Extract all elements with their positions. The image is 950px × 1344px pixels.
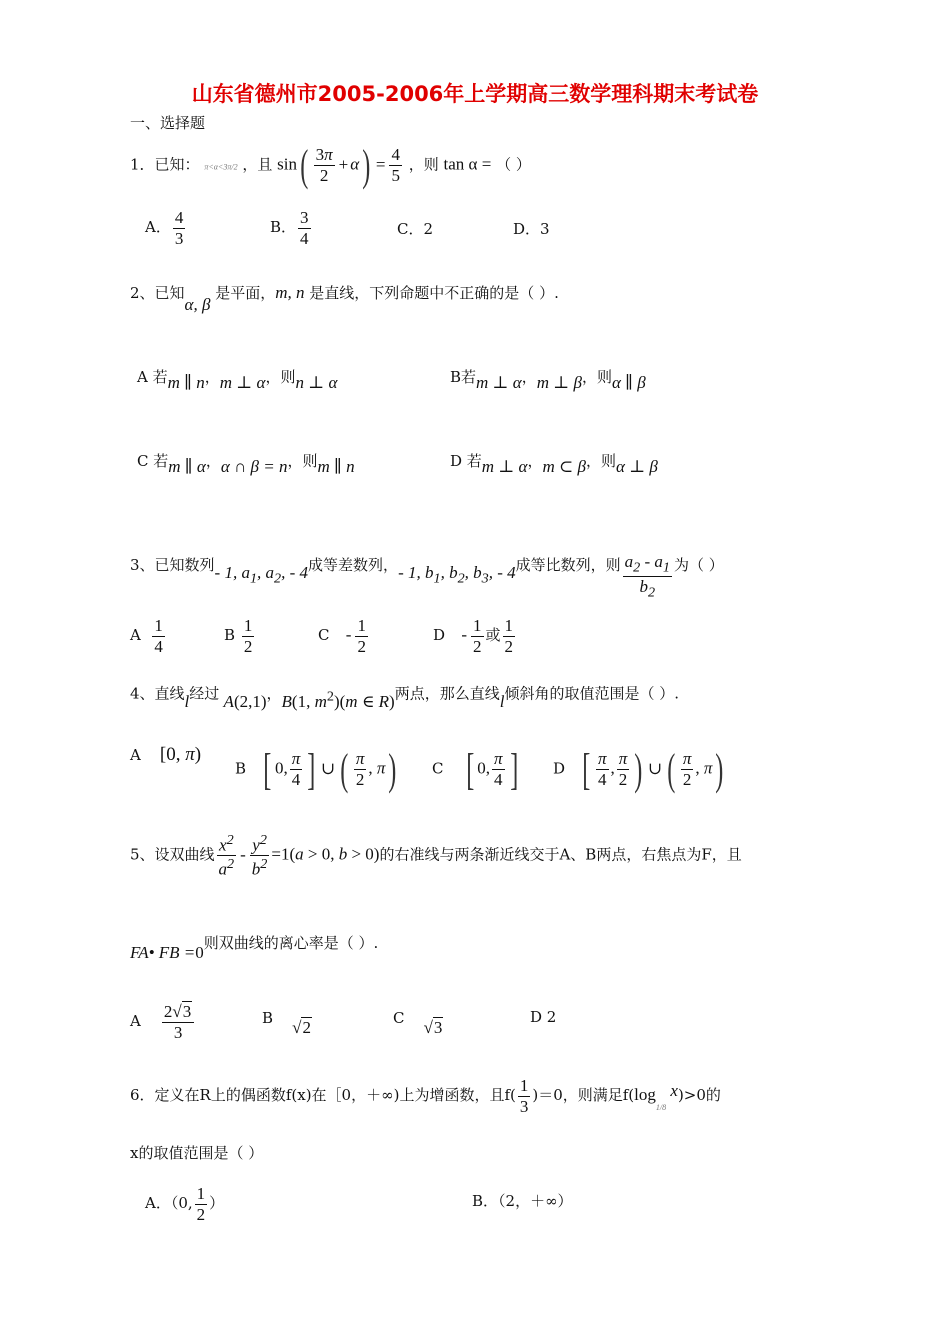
page-title: 山东省德州市2005-2006年上学期高三数学理科期末考试卷 — [191, 82, 759, 106]
q2-option-d: D 若m ⊥ α，m ⊂ β，则α ⊥ β — [450, 452, 658, 476]
q1-tan: tan α = — [443, 154, 492, 174]
q5-option-b: B √2 — [262, 1009, 311, 1037]
q1-blank: （ ） — [496, 155, 531, 174]
q2-option-b: B若m ⊥ α，m ⊥ β，则α ∥ β — [450, 368, 646, 392]
q1-stem: 1．已知： π<α<3π/2 ，且 sin( $\frac{3\pi}{2}$ + α) = $\frac{4}{5}$ ，则 tan α = （ ） — [130, 141, 531, 190]
q2-option-a: A 若m ∥ n，m ⊥ α，则n ⊥ α — [137, 368, 338, 392]
q4-option-a: A [0, π) — [130, 744, 202, 765]
q3-stem: 3、已知数列- 1, $a_1$, $a_2$, - 4成等差数列，- 1, $b_1$, $b_2$, $b_3$, - 4成等比数列，则 $\frac{a_2 - a_1}{b_2}$ 为（ ） — [130, 552, 724, 601]
q4-option-d: D [ $\frac{\pi}{4}$ , $\frac{\pi}{2}$ ) ∪ ( $\frac{\pi}{2}$ , π) — [553, 745, 724, 794]
q4-stem: 4、直线l经过 A(2,1)，B(1, $m^2)(m$ ∈ R)两点，那么直线l倾斜角的取值范围是（ ）. — [130, 684, 680, 711]
q6-option-a: A．（0, $\frac{1}{2}$ ） — [145, 1184, 225, 1224]
q1-option-d: D．3 — [513, 220, 550, 238]
q1-stem-text: 1．已知： — [130, 155, 200, 174]
q1-sin: sin — [277, 154, 297, 174]
q3-option-c: C - $\frac{1}{2}$ — [318, 616, 366, 656]
q5-stem-line2: FA• FB =0则双曲线的离心率是（ ）. — [130, 934, 379, 962]
q3-option-b: B $\frac{1}{2}$ — [224, 616, 253, 656]
q5-stem: 5、设双曲线 $\frac{x^2}{a^2}$ - $\frac{y^2}{b^2}$ =1(a > 0, b > 0)的右准线与两条渐近线交于A、B两点，右焦点为F，且 — [130, 832, 742, 879]
q1-condition: π<α<3π/2 — [204, 162, 238, 172]
q5-option-c: C √3 — [393, 1009, 443, 1037]
q2-option-c: C 若m ∥ α，α ∩ β = n，则m ∥ n — [137, 452, 355, 476]
q3-option-d: D - $\frac{1}{2}$ 或 $\frac{1}{2}$ — [433, 616, 514, 656]
q5-option-a: A $\frac{2√3}{3}$ — [130, 1002, 196, 1042]
q1-option-a: A． $\frac{4}{3}$ — [145, 208, 184, 248]
q6-stem-line2: x的取值范围是（ ） — [130, 1144, 264, 1162]
section-heading: 一、选择题 — [130, 114, 206, 132]
q2-stem: 2、已知α, β 是平面，m, n 是直线，下列命题中不正确的是（ ）. — [130, 283, 559, 314]
q6-stem: 6．定义在R上的偶函数f(x)在［0，＋∞)上为增函数，且f( $\frac{1}{3}$ )＝0，则满足$f(\log_{1/8}$ x)>0的 — [130, 1076, 721, 1116]
q1-frac-3pi2: $\frac{3\pi}{2}$ — [315, 145, 333, 185]
q1-option-c: C．2 — [397, 220, 434, 238]
q4-option-c: C [ 0, $\frac{\pi}{4}$ ] — [432, 745, 518, 794]
q1-stem-text-3: ，则 — [408, 155, 439, 174]
q3-option-a: A $\frac{1}{4}$ — [130, 616, 163, 656]
q1-option-b: B． $\frac{3}{4}$ — [270, 208, 309, 248]
q1-frac-45: $\frac{4}{5}$ — [391, 145, 400, 185]
q1-stem-text-2: ，且 — [242, 155, 273, 174]
q5-option-d: D 2 — [530, 1008, 557, 1026]
q6-option-b: B．（2，＋∞） — [472, 1192, 573, 1210]
q4-option-b: B [ 0, $\frac{\pi}{4}$ ] ∪ ( $\frac{\pi}{2}$ , π) — [235, 745, 397, 794]
